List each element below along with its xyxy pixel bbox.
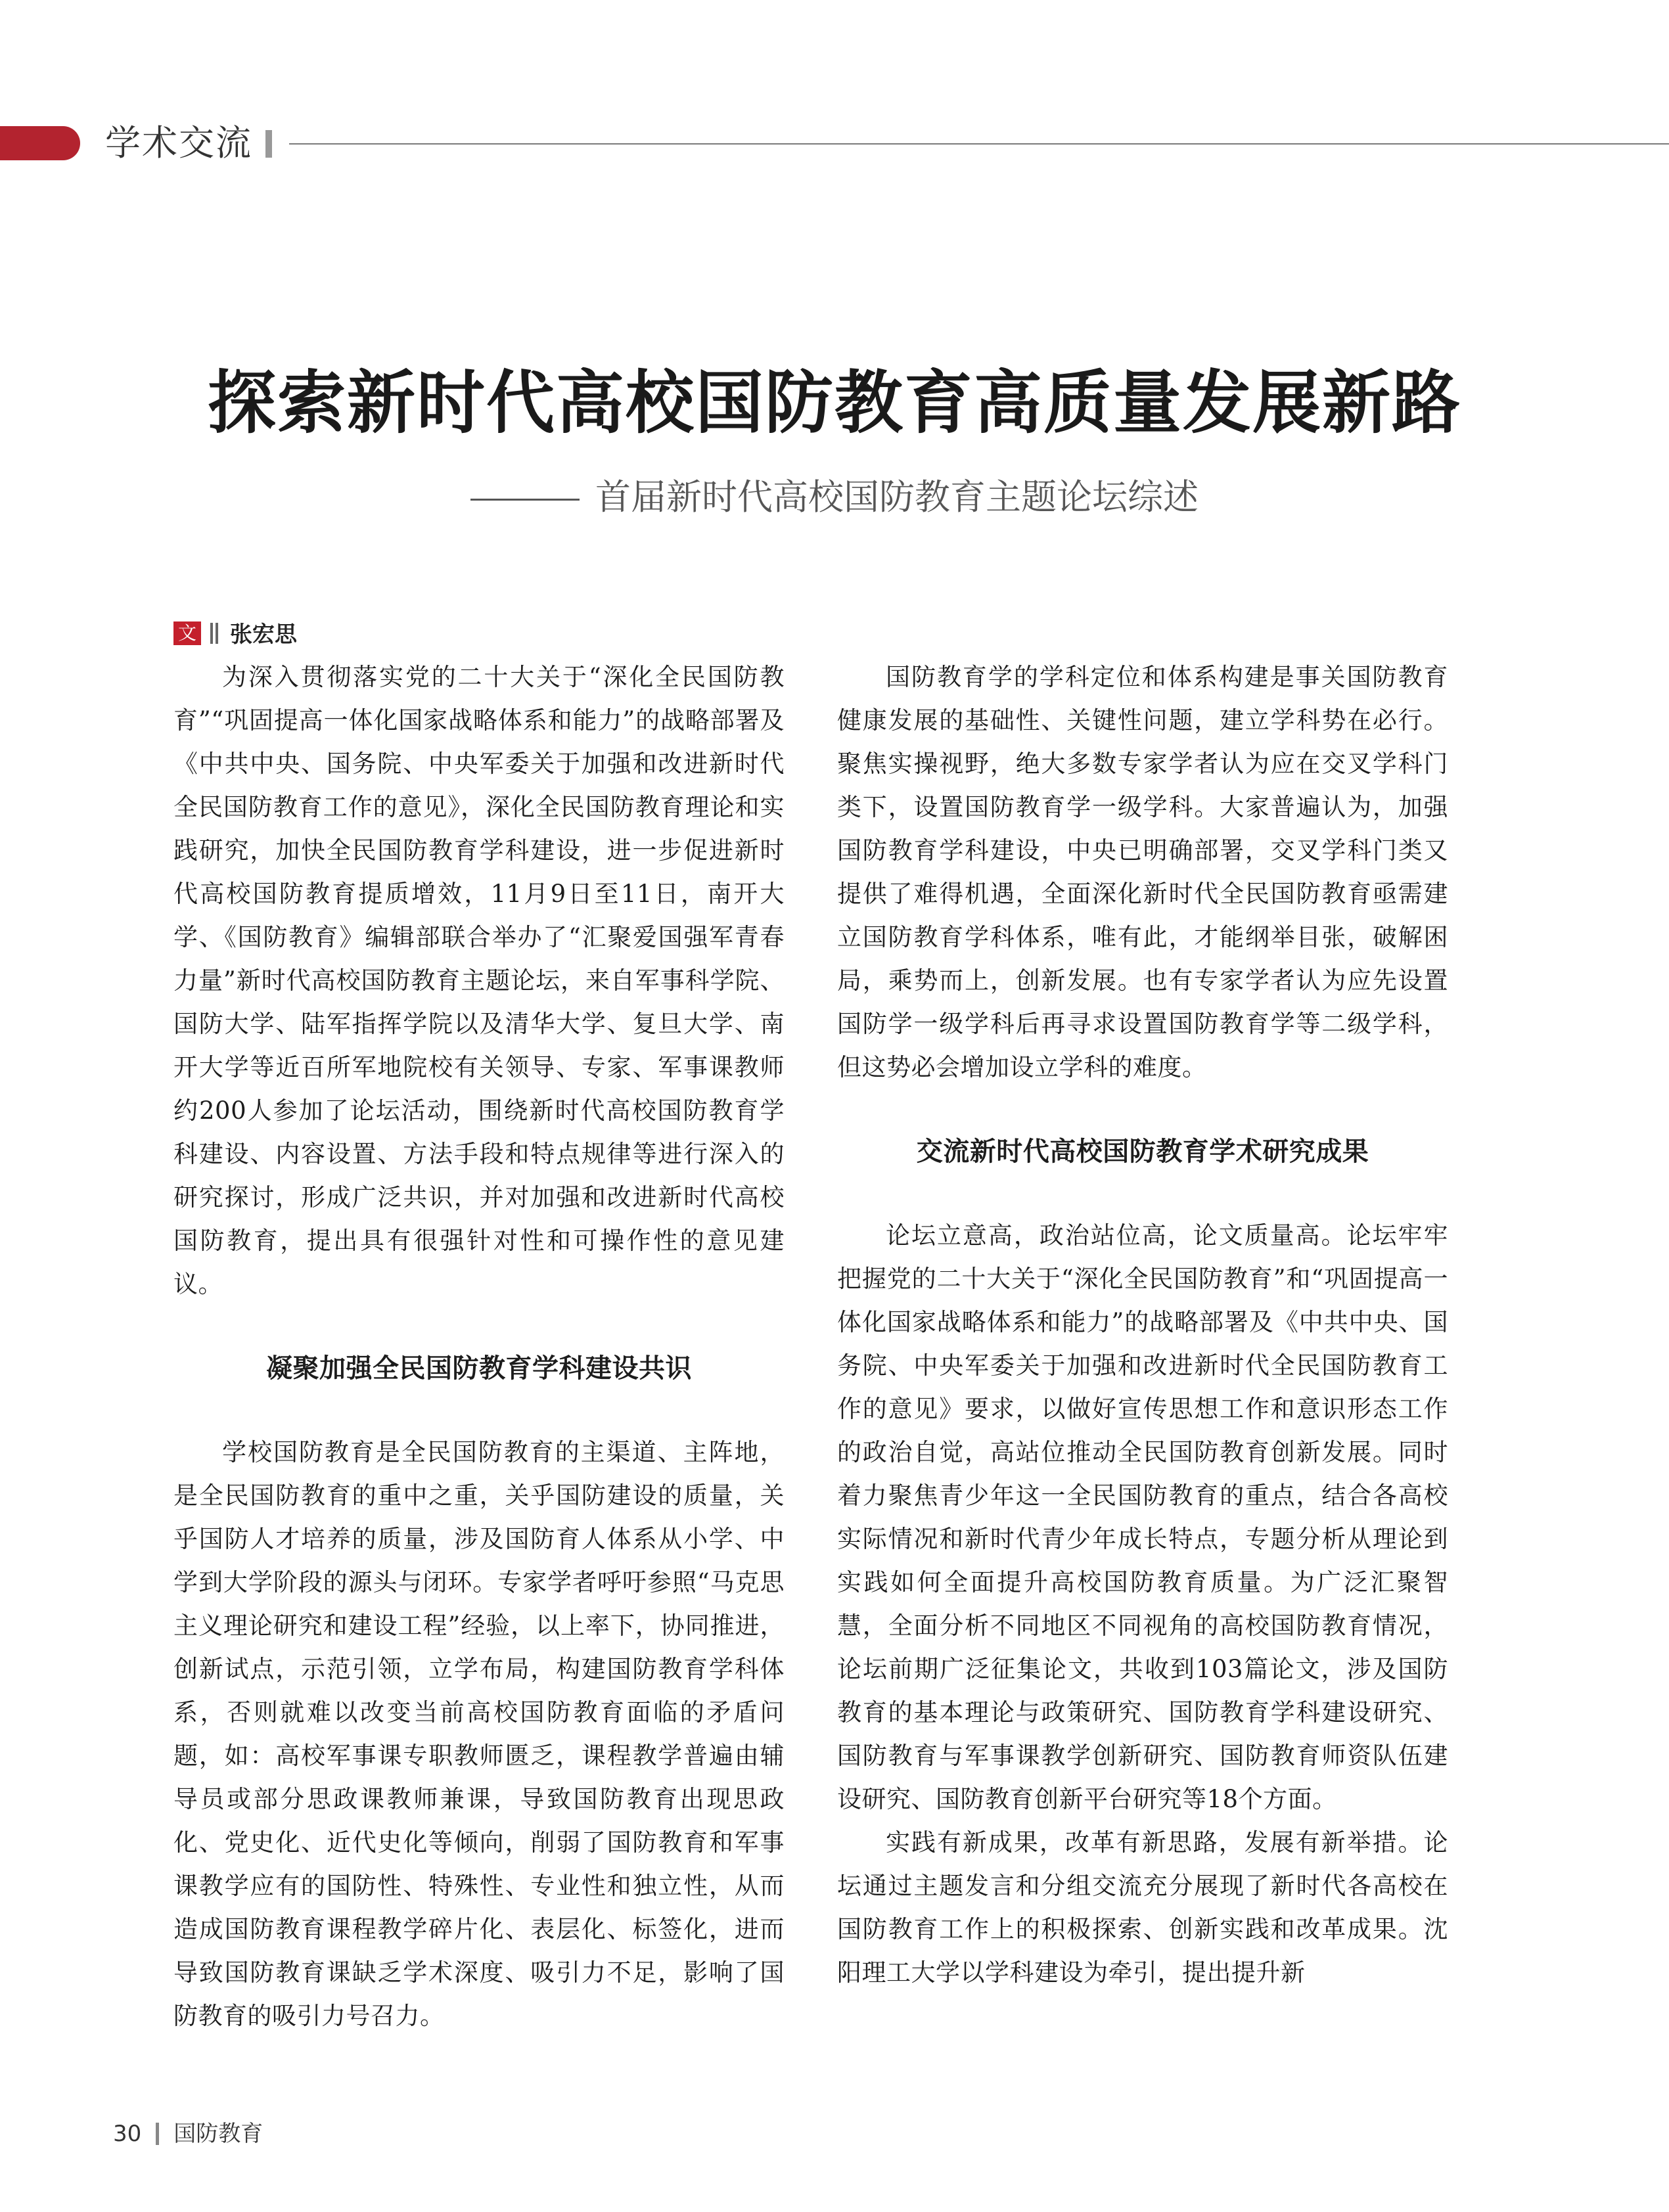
byline-tag: 文 xyxy=(173,621,201,645)
article-subtitle xyxy=(0,474,1669,520)
body-paragraph: 国防教育学的学科定位和体系构建是事关国防教育健康发展的基础性、关键性问题，建立学科势在必行。聚焦实操视野，绝大多数专家学者认为应在交叉学科门类下，设置国防教育学一级学科。大家普遍认为，加强国防教育学科建设，中央已明确部署，交叉学科门类又提供了难得机遇，全面深化新时代全民国防教育亟需建立国防教育学科体系，唯有此，才能纲举目张，破解困局，乘势而上，创新发展。也有专家学者认为应先设置国防学一级学科后再寻求设置国防教育学等二级学科，但这势必会增加设立学科的难度。 xyxy=(837,663,1448,1081)
byline-separator xyxy=(210,623,213,644)
article-title: 探索新时代高校国防教育高质量发展新路 xyxy=(207,363,1461,443)
body-paragraph: 论坛立意高，政治站位高，论文质量高。论坛牢牢把握党的二十大关于“深化全民国防教育”和“巩固提高一体化国家战略体系和能力”的战略部署及《中共中央、国务院、中央军委关于加强和改进新时代全民国防教育工作的意见》要求，以做好宣传思想工作和意识形态工作的政治自觉，高站位推动全民国防教育创新发展。同时着力聚焦青少年这一全民国防教育的重点，结合各高校实际情况和新时代青少年成长特点，专题分析从理论到实践如何全面提升高校国防教育质量。为广泛汇聚智慧，全面分析不同地区不同视角的高校国防教育情况，论坛前期广泛征集论文，共收到103篇论文，涉及国防教育的基本理论与政策研究、国防教育学科建设研究、国防教育与军事课教学创新研究、国防教育师资队伍建设研究、国防教育创新平台研究等18个方面。 xyxy=(837,1221,1448,1813)
section-heading: 交流新时代高校国防教育学术研究成果 xyxy=(916,1137,1369,1167)
right-column xyxy=(837,656,1448,1995)
header-rule xyxy=(289,143,1669,145)
section-heading: 凝聚加强全民国防教育学科建设共识 xyxy=(266,1353,692,1384)
subtitle-dash xyxy=(470,499,580,501)
left-column xyxy=(173,656,785,2038)
subtitle-text: 首届新时代高校国防教育主题论坛综述 xyxy=(595,476,1199,518)
byline-separator xyxy=(216,623,218,644)
byline xyxy=(173,621,297,648)
page-number: 30 xyxy=(113,2121,142,2147)
footer-divider xyxy=(156,2123,159,2145)
intro-paragraph: 为深入贯彻落实党的二十大关于“深化全民国防教育”“巩固提高一体化国家战略体系和能力”的战略部署及《中共中央、国务院、中央军委关于加强和改进新时代全民国防教育工作的意见》，深化全民国防教育理论和实践研究，加快全民国防教育学科建设，进一步促进新时代高校国防教育提质增效，11月9日至11日，南开大学、《国防教育》编辑部联合举办了“汇聚爱国强军青春力量”新时代高校国防教育主题论坛，来自军事科学院、国防大学、陆军指挥学院以及清华大学、复旦大学、南开大学等近百所军地院校有关领导、专家、军事课教师约200人参加了论坛活动，围绕新时代高校国防教育学科建设、内容设置、方法手段和特点规律等进行深入的研究探讨，形成广泛共识，并对加强和改进新时代高校国防教育，提出具有很强针对性和可操作性的意见建议。 xyxy=(173,663,785,1298)
journal-name: 国防教育 xyxy=(173,2121,263,2147)
page-footer xyxy=(113,2119,263,2148)
body-paragraph: 学校国防教育是全民国防教育的主渠道、主阵地，是全民国防教育的重中之重，关乎国防建设的质量，关乎国防人才培养的质量，涉及国防育人体系从小学、中学到大学阶段的源头与闭环。专家学者呼吁参照“马克思主义理论研究和建设工程”经验，以上率下，协同推进，创新试点，示范引领，立学布局，构建国防教育学科体系，否则就难以改变当前高校国防教育面临的矛盾问题，如：高校军事课专职教师匮乏，课程教学普遍由辅导员或部分思政课教师兼课，导致国防教育出现思政化、党史化、近代史化等倾向，削弱了国防教育和军事课教学应有的国防性、特殊性、专业性和独立性，从而造成国防教育课程教学碎片化、表层化、标签化，进而导致国防教育课缺乏学术深度、吸引力不足，影响了国防教育的吸引力号召力。 xyxy=(173,1438,785,2030)
section-marker-pill xyxy=(0,126,80,160)
section-label: 学术交流 xyxy=(105,122,252,164)
section-divider-bar xyxy=(265,130,272,158)
author-name: 张宏思 xyxy=(230,621,297,648)
body-paragraph: 实践有新成果，改革有新思路，发展有新举措。论坛通过主题发言和分组交流充分展现了新时代各高校在国防教育工作上的积极探索、创新实践和改革成果。沈阳理工大学以学科建设为牵引，提出提升新 xyxy=(837,1828,1448,1987)
